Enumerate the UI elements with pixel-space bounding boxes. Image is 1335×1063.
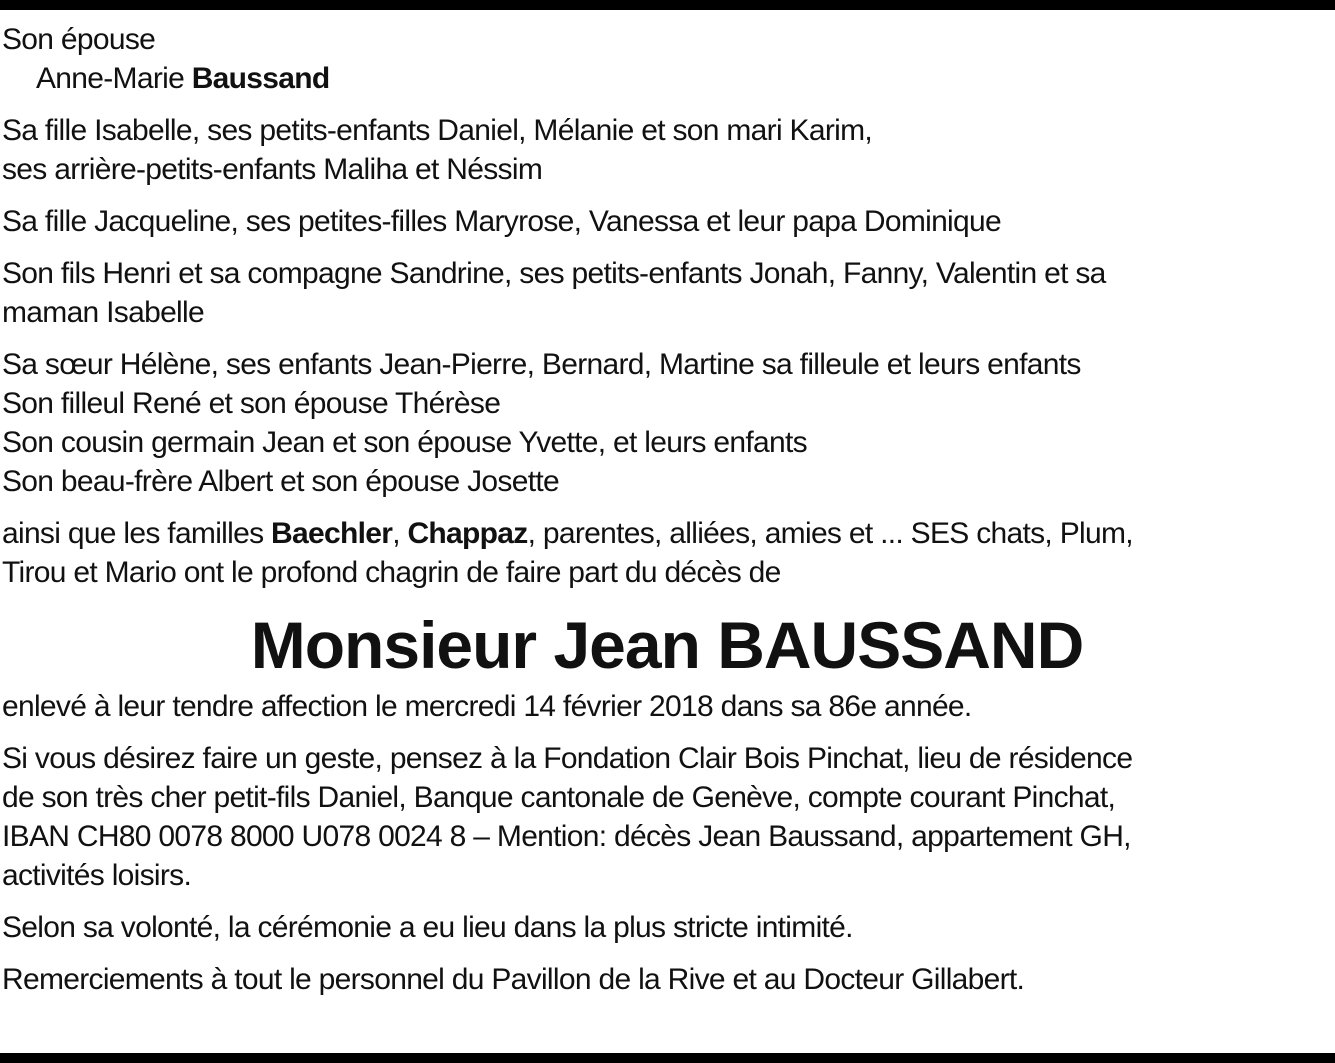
- top-border-rule: [0, 0, 1335, 10]
- family-block-jacqueline: [2, 202, 1332, 241]
- announcement-separator: ,: [392, 517, 408, 550]
- family-name-baechler: Baechler: [271, 517, 393, 550]
- donation-line: activités loisirs.: [2, 859, 192, 892]
- family-line: ses arrière-petits-enfants Maliha et Néssim: [2, 153, 543, 186]
- family-line: Son filleul René et son épouse Thérèse: [2, 387, 501, 420]
- passing-block: [2, 687, 1332, 726]
- bottom-border-rule: [0, 1053, 1335, 1063]
- family-name-chappaz: Chappaz: [407, 517, 528, 550]
- obituary-notice: [2, 20, 1332, 1012]
- family-line: Son cousin germain Jean et son épouse Yvette, et leurs enfants: [2, 426, 807, 459]
- announcement-line-2: Tirou et Mario ont le profond chagrin de faire part du décès de: [2, 556, 781, 589]
- announcement-suffix: , parentes, alliées, amies et ... SES chats, Plum,: [527, 517, 1133, 550]
- announcement-line-1: [2, 514, 1332, 553]
- family-line: Son fils Henri et sa compagne Sandrine, ses petits-enfants Jonah, Fanny, Valentin et sa: [2, 257, 1106, 290]
- announcement-prefix: ainsi que les familles: [2, 517, 272, 550]
- family-line: Son beau-frère Albert et son épouse Josette: [2, 465, 559, 498]
- spouse-block: [2, 20, 1332, 98]
- family-line: Sa sœur Hélène, ses enfants Jean-Pierre, Bernard, Martine sa filleule et leurs enfants: [2, 348, 1081, 381]
- family-block-isabelle: [2, 111, 1332, 189]
- donation-line: de son très cher petit-fils Daniel, Banque cantonale de Genève, compte courant Pinchat,: [2, 781, 1116, 814]
- donation-block: [2, 739, 1332, 895]
- family-line: Sa fille Isabelle, ses petits-enfants Daniel, Mélanie et son mari Karim,: [2, 114, 873, 147]
- ceremony-block: [2, 908, 1332, 947]
- ceremony-text: Selon sa volonté, la cérémonie a eu lieu dans la plus stricte intimité.: [2, 911, 853, 944]
- family-block-relatives: [2, 345, 1332, 501]
- family-line: Sa fille Jacqueline, ses petites-filles Maryrose, Vanessa et leur papa Dominique: [2, 205, 1001, 238]
- deceased-name: Monsieur Jean BAUSSAND: [250, 608, 1084, 682]
- thanks-block: [2, 960, 1332, 999]
- spouse-last-name: Baussand: [191, 62, 330, 95]
- spouse-label: Son épouse: [2, 23, 156, 56]
- announcement-block: [2, 514, 1332, 592]
- spouse-name: [2, 59, 1332, 98]
- family-line: maman Isabelle: [2, 296, 204, 329]
- donation-line: IBAN CH80 0078 8000 U078 0024 8 – Mention: décès Jean Baussand, appartement GH,: [2, 820, 1131, 853]
- donation-line: Si vous désirez faire un geste, pensez à la Fondation Clair Bois Pinchat, lieu de résidence: [2, 742, 1133, 775]
- spouse-first-name: Anne-Marie: [36, 62, 192, 95]
- thanks-text: Remerciements à tout le personnel du Pavillon de la Rive et au Docteur Gillabert.: [2, 963, 1025, 996]
- passing-text: enlevé à leur tendre affection le mercredi 14 février 2018 dans sa 86e année.: [2, 690, 972, 723]
- family-block-henri: [2, 254, 1332, 332]
